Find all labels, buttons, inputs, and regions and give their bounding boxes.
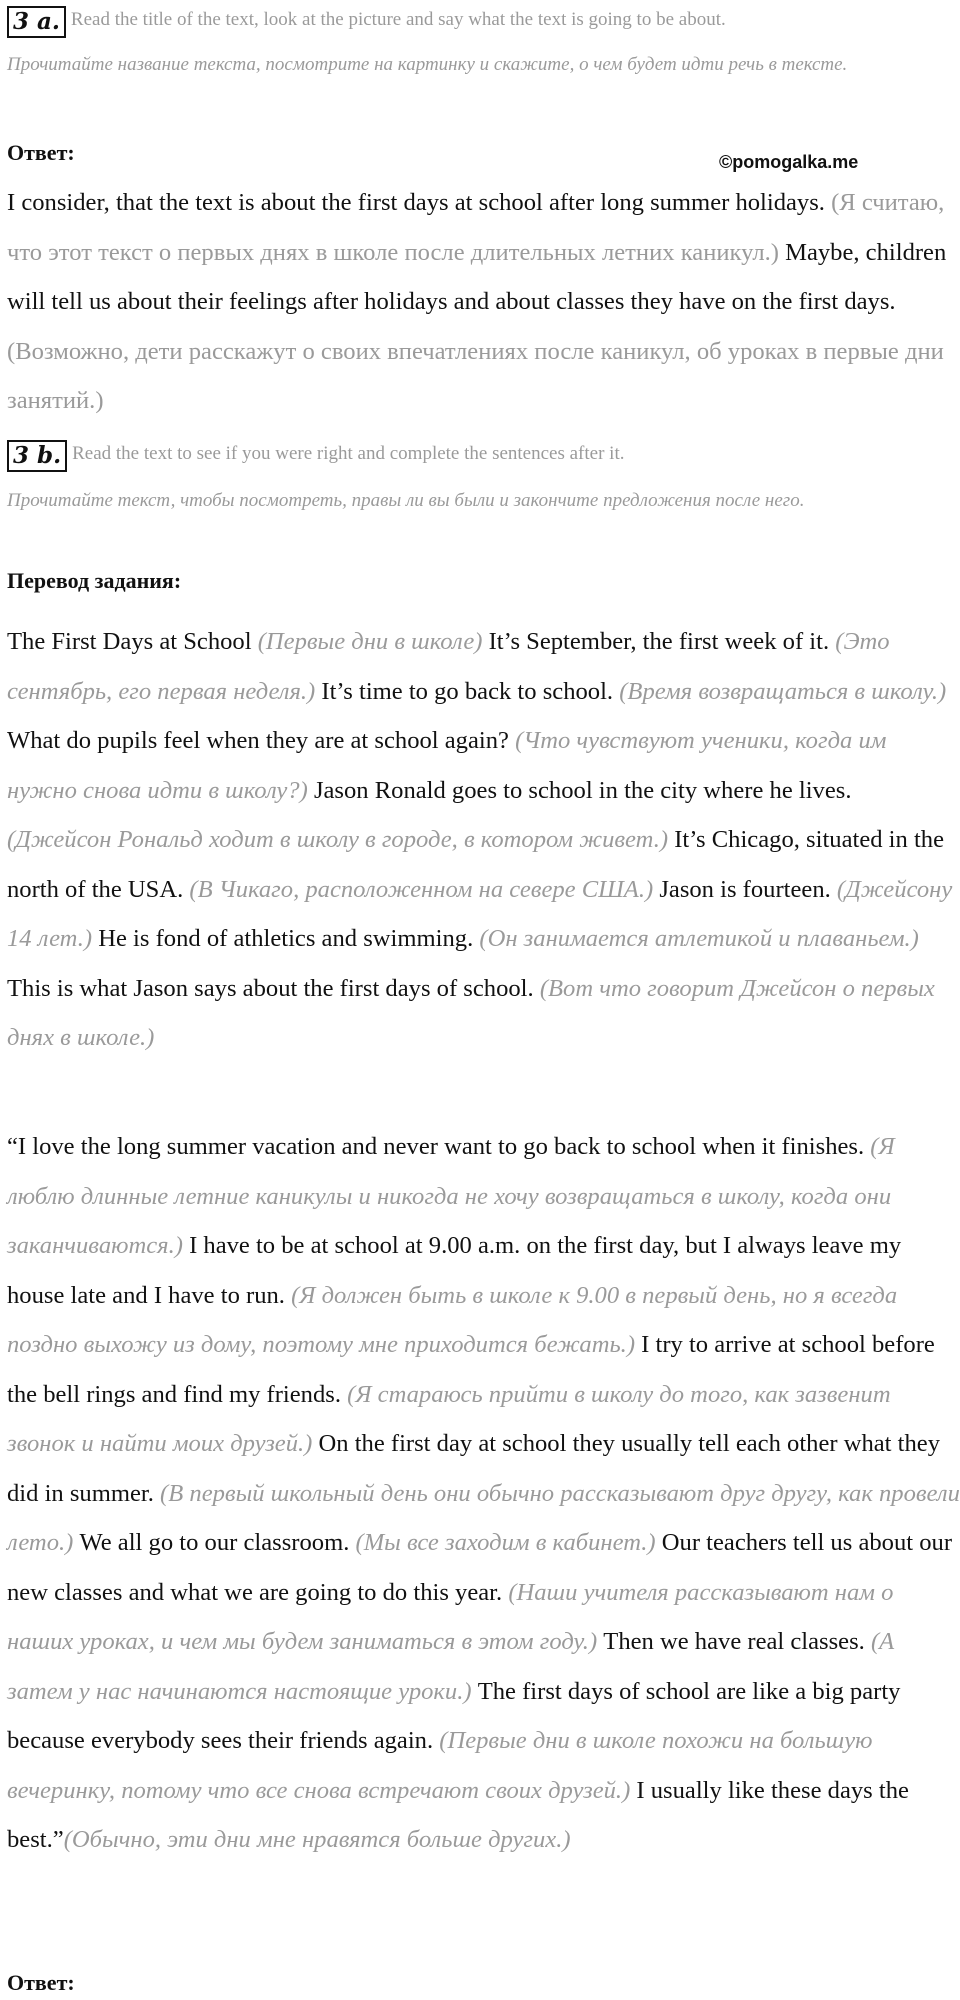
answer-a-ru-2: (Возможно, дети расскажут о своих впечатлениях после каникул, об уроках в первые дни занятий.) [7, 337, 944, 414]
p1-en-9: This is what Jason says about the first days of school. [7, 974, 540, 1002]
p2-en-2: I have to be at school at 9.00 a.m. on the first day, but I always leave my house late and I have to run. [7, 1232, 902, 1309]
p2-ru-1: (Я люблю длинные летние каникулы и никогда не хочу возвращаться в школу, когда они заканчиваются.) [7, 1133, 895, 1259]
p2-en-1: “I love the long summer vacation and never want to go back to school when it finishes. [7, 1133, 871, 1160]
task-a-instruction-ru: Прочитайте название текста, посмотрите на картинку и скажите, о чем будет идти речь в тексте. [7, 54, 848, 75]
task-b-instruction-ru: Прочитайте текст, чтобы посмотреть, правы ли вы были и закончите предложения после него. [7, 490, 805, 511]
p2-ru-7: (А затем у нас начинаются настоящие уроки.) [7, 1628, 895, 1705]
task-a-instruction [7, 6, 960, 38]
answer-a-ru-1: (Я считаю, что этот текст о первых днях в школе после длительных летних каникул.) [7, 189, 945, 266]
p1-en-8: He is fond of athletics and swimming. [98, 925, 480, 952]
p2-en-4: On the first day at school they usually tell each other what they did in summer. [7, 1430, 940, 1507]
p1-ru-1: (Первые дни в школе) [257, 628, 489, 655]
p1-ru-7: (Джейсону 14 лет.) [7, 875, 953, 952]
p2-en-8: The first days of school are like a big party because everybody sees their friends again. [7, 1677, 901, 1754]
task-b-instruction [7, 440, 960, 472]
paragraph-1 [7, 617, 960, 1063]
p2-ru-5: (Мы все заходим в кабинет.) [355, 1529, 662, 1556]
answer-a-en-2: Maybe, children will tell us about their feelings after holidays and about classes they have on the first days. [7, 238, 947, 315]
task-a-instruction-en: Read the title of the text, look at the picture and say what the text is going to be about. [70, 9, 726, 30]
task-a-number: 3 a. [7, 6, 66, 38]
p1-en-5: Jason Ronald goes to school in the city where he lives. [313, 776, 852, 804]
answer-label: Ответ: [7, 140, 75, 165]
p1-ru-3: (Время возвращаться в школу.) [619, 677, 947, 705]
p2-ru-6: (Наши учителя рассказывают нам о наших уроках, и чем мы будем заниматься в этом году.) [7, 1578, 894, 1655]
p2-en-6: Our teachers tell us about our new classes and what we are going to do this year. [7, 1529, 953, 1606]
p1-ru-2: (Это сентябрь, его первая неделя.) [7, 628, 890, 705]
answer-a-en-1: I consider, that the text is about the first days at school after long summer holidays. [7, 189, 832, 216]
p2-en-5: We all go to our classroom. [79, 1529, 356, 1556]
p1-en-2: It’s September, the first week of it. [488, 628, 836, 655]
task-b-instruction-en: Read the text to see if you were right and complete the sentences after it. [72, 443, 625, 464]
translation-label: Перевод задания: [7, 568, 182, 593]
p2-ru-8: (Первые дни в школе похожи на большую вечеринку, потому что все снова встречают своих друзей.) [7, 1727, 873, 1804]
p1-en-1: The First Days at School [7, 628, 258, 655]
task-b-number: 3 b. [7, 440, 67, 472]
p1-ru-8: (Он занимается атлетикой и плаваньем.) [479, 925, 919, 952]
p2-ru-3: (Я стараюсь прийти в школу до того, как зазвенит звонок и найти моих друзей.) [7, 1380, 891, 1457]
p1-ru-6: (В Чикаго, расположенном на севере США.) [189, 875, 660, 903]
p1-ru-4: (Что чувствуют ученики, когда им нужно снова идти в школу?) [7, 727, 887, 804]
p2-en-3: I try to arrive at school before the bell rings and find my friends. [7, 1331, 935, 1408]
watermark: ©pomogalka.me [719, 152, 859, 172]
p2-en-9: I usually like these days the best.” [7, 1776, 909, 1853]
p1-ru-9: (Вот что говорит Джейсон о первых днях в школе.) [7, 974, 935, 1051]
p2-ru-4: (В первый школьный день они обычно рассказывают друг другу, как провели лето.) [7, 1479, 960, 1556]
paragraph-2 [7, 1122, 960, 1865]
p2-ru-2: (Я должен быть в школе к 9.00 в первый день, но я всегда поздно выхожу из дому, поэтому мне приходится бежать.) [7, 1281, 898, 1358]
p1-en-4: What do pupils feel when they are at school again? [7, 727, 516, 754]
answer-label-bottom: Ответ: [7, 1970, 75, 1995]
p1-en-7: Jason is fourteen. [659, 875, 837, 903]
p2-ru-9: (Обычно, эти дни мне нравятся больше других.) [63, 1826, 571, 1853]
p1-ru-5: (Джейсон Рональд ходит в школу в городе, в котором живет.) [7, 826, 675, 853]
p1-en-3: It’s time to go back to school. [321, 677, 620, 705]
p2-en-7: Then we have real classes. [603, 1628, 871, 1655]
answer-a-text [7, 178, 960, 426]
p1-en-6: It’s Chicago, situated in the north of the USA. [7, 826, 945, 903]
